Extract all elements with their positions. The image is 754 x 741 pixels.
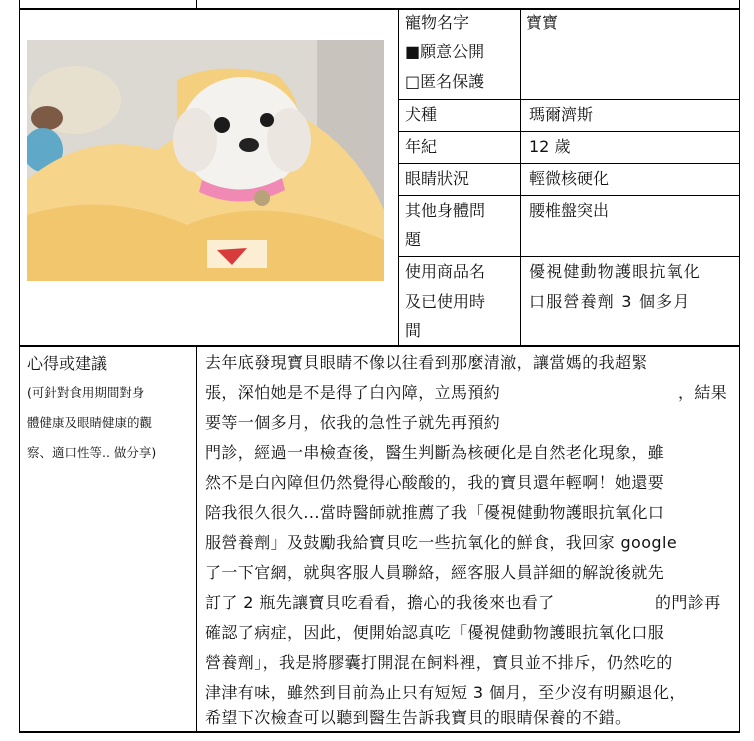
- feedback-hint-line-3: 察、適口性等.. 做分享): [27, 445, 157, 460]
- row-line-3: [398, 163, 740, 164]
- eye-condition-label: 眼睛狀況: [405, 169, 470, 188]
- product-value-line-1: 優視健動物護眼抗氧化: [529, 262, 702, 281]
- product-label-line-2: 及已使用時: [405, 292, 486, 311]
- feedback-column-line: [196, 346, 197, 733]
- border-right-line: [739, 0, 740, 733]
- feedback-line-7: 服營養劑」及鼓勵我給寶貝吃一些抗氧化的鮮食，我回家 google: [205, 533, 678, 552]
- product-label-line-3: 間: [405, 321, 422, 340]
- maltese-dog-in-blanket-image: [27, 40, 384, 281]
- row-line-5: [398, 256, 740, 257]
- age-value: 12 歲: [529, 137, 571, 156]
- label-column-line: [398, 9, 399, 346]
- feedback-line-2: 張，深怕她是不是得了白內障，立馬預約: [205, 383, 501, 402]
- section-divider-line: [19, 345, 740, 347]
- product-label-line-1: 使用商品名: [405, 262, 486, 281]
- other-health-value: 腰椎盤突出: [529, 201, 610, 220]
- breed-label: 犬種: [405, 105, 438, 124]
- age-label: 年紀: [405, 137, 438, 156]
- pet-name-label: 寵物名字: [405, 13, 470, 32]
- feedback-line-12: 津津有味，雖然到目前為止只有短短 3 個月，至少沒有明顯退化，: [205, 683, 686, 702]
- row-line-2: [398, 131, 740, 132]
- anonymous-option-checkbox[interactable]: □匿名保護: [405, 72, 485, 91]
- feedback-line-5: 然不是白內障但仍然覺得心酸酸的，我的寶貝還年輕啊！她還要: [205, 473, 665, 492]
- value-column-line: [520, 9, 521, 346]
- other-health-label-line-1: 其他身體問: [405, 201, 486, 220]
- feedback-hint-line-2: 體健康及眼睛健康的觀: [27, 415, 153, 430]
- pet-name-value: 寶寶: [526, 13, 559, 32]
- other-health-label-line-2: 題: [405, 230, 422, 249]
- feedback-line-11: 營養劑」，我是將膠囊打開混在飼料裡，寶貝並不排斥，仍然吃的: [205, 653, 673, 672]
- feedback-label: 心得或建議: [27, 354, 108, 373]
- border-top-line: [19, 8, 740, 10]
- feedback-line-9: 訂了 2 瓶先讓寶貝吃看看，擔心的我後來也看了: [205, 593, 555, 612]
- row-line-1: [398, 99, 740, 100]
- feedback-line-1: 去年底發現寶貝眼睛不像以往看到那麼清澈，讓當媽的我超緊: [205, 353, 648, 372]
- product-value-line-2: 口服營養劑 3 個多月: [529, 292, 691, 311]
- breed-value: 瑪爾濟斯: [529, 105, 594, 124]
- feedback-line-4: 門診，經過一串檢查後，醫生判斷為核硬化是自然老化現象，雖: [205, 443, 665, 462]
- border-bottom-line: [19, 731, 740, 733]
- feedback-line-2-tail: ，結果: [678, 383, 728, 402]
- public-option-checkbox[interactable]: ■願意公開: [405, 42, 485, 61]
- row-line-4: [398, 195, 740, 196]
- eye-condition-value: 輕微核硬化: [529, 169, 610, 188]
- feedback-line-8: 了一下官網，就與客服人員聯絡，經客服人員詳細的解說後就先: [205, 563, 665, 582]
- feedback-line-6: 陪我很久很久...當時醫師就推薦了我「優視健動物護眼抗氧化口: [205, 503, 665, 522]
- top-stub-line: [196, 0, 197, 9]
- feedback-hint-line-1: (可針對食用期間對身: [27, 385, 145, 400]
- feedback-line-13: 希望下次檢查可以聽到醫生告訴我寶貝的眼睛保養的不錯。: [205, 708, 632, 727]
- border-left-line: [19, 0, 20, 733]
- feedback-line-9-tail: 的門診再: [655, 593, 721, 612]
- feedback-line-10: 確認了病症，因此，便開始認真吃「優視健動物護眼抗氧化口服: [205, 623, 665, 642]
- pet-photo: [27, 40, 384, 281]
- feedback-line-3: 要等一個多月，依我的急性子就先再預約: [205, 413, 501, 432]
